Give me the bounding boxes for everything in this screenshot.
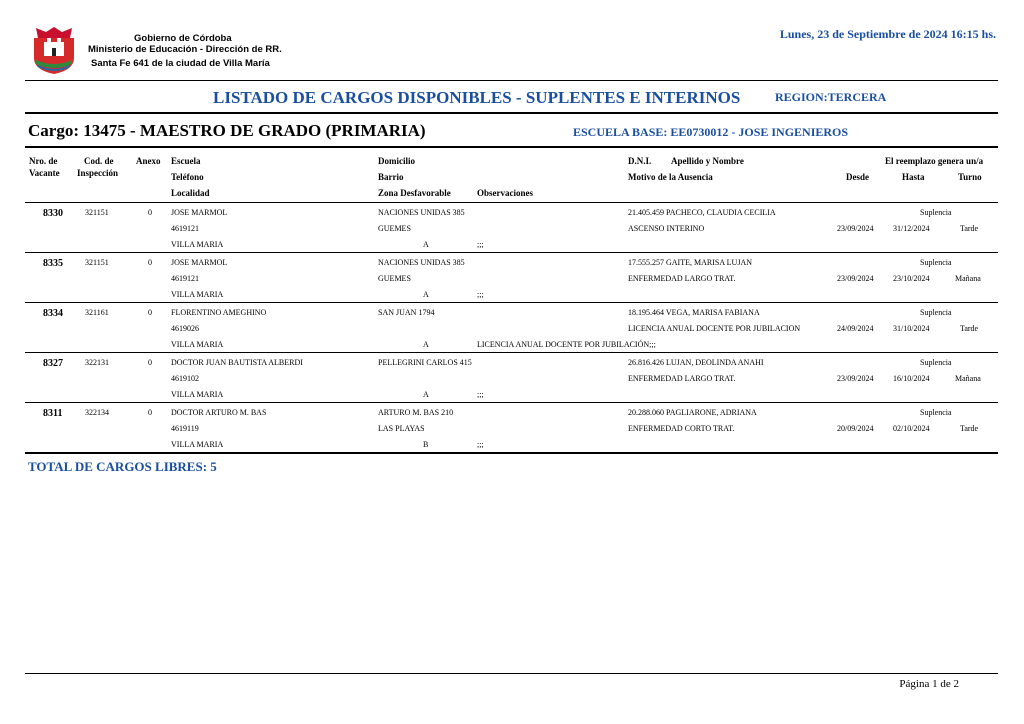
observaciones: ;;; (477, 390, 484, 399)
header-divider (25, 80, 998, 81)
motivo: ENFERMEDAD LARGO TRAT. (628, 374, 736, 383)
tipo-reemplazo: Suplencia (920, 258, 952, 267)
dni-nombre: 18.195.464 VEGA, MARISA FABIANA (628, 308, 760, 317)
col-cod-insp-2: Inspección (77, 168, 119, 178)
vacante-number: 8330 (43, 208, 63, 219)
page-number: Página 1 de 2 (899, 678, 959, 690)
cod-inspeccion: 322131 (85, 358, 109, 367)
turno: Tarde (960, 224, 979, 233)
escuela: JOSE MARMOL (171, 258, 228, 267)
hasta: 31/10/2024 (893, 324, 930, 333)
hasta: 16/10/2024 (893, 374, 930, 383)
dni-nombre: 20.288.060 PAGLIARONE, ADRIANA (628, 408, 757, 417)
anexo: 0 (148, 308, 152, 317)
row-divider (25, 402, 998, 403)
escuela: FLORENTINO AMEGHINO (171, 308, 267, 317)
motivo: ENFERMEDAD LARGO TRAT. (628, 274, 736, 283)
table-header-divider (25, 202, 998, 203)
desde: 23/09/2024 (837, 274, 874, 283)
report-date: Lunes, 23 de Septiembre de 2024 16:15 hs. (779, 27, 996, 41)
escuela: DOCTOR ARTURO M. BAS (171, 408, 267, 417)
anexo: 0 (148, 208, 152, 217)
anexo: 0 (148, 358, 152, 367)
escuela: JOSE MARMOL (171, 208, 228, 217)
desde: 24/09/2024 (837, 324, 874, 333)
vacante-number: 8335 (43, 258, 63, 269)
report-title: LISTADO DE CARGOS DISPONIBLES - SUPLENTES E INTERINOS (213, 88, 741, 107)
dni-nombre: 21.405.459 PACHECO, CLAUDIA CECILIA (628, 208, 776, 217)
escuela-base: ESCUELA BASE: EE0730012 - JOSE INGENIEROS (573, 125, 849, 139)
cargo-divider (25, 146, 998, 148)
telefono: 4619026 (171, 324, 199, 333)
telefono: 4619102 (171, 374, 199, 383)
localidad: VILLA MARIA (171, 340, 224, 349)
col-desde: Desde (846, 172, 869, 182)
motivo: ENFERMEDAD CORTO TRAT. (628, 424, 735, 433)
title-divider (25, 112, 998, 114)
col-turno: Turno (958, 172, 982, 182)
turno: Tarde (960, 324, 979, 333)
dni-nombre: 26.816.426 LUJAN, DEOLINDA ANAHI (628, 358, 764, 367)
tipo-reemplazo: Suplencia (920, 408, 952, 417)
col-motivo: Motivo de la Ausencia (628, 172, 713, 182)
turno: Tarde (960, 424, 979, 433)
dni-nombre: 17.555.257 GAITE, MARISA LUJAN (628, 258, 752, 267)
col-telefono: Teléfono (171, 172, 204, 182)
col-dni: D.N.I. (628, 156, 652, 166)
cod-inspeccion: 321151 (85, 208, 109, 217)
telefono: 4619119 (171, 424, 199, 433)
org-address: Santa Fe 641 de la ciudad de Villa María (91, 58, 270, 69)
vacante-number: 8327 (43, 358, 63, 369)
localidad: VILLA MARIA (171, 390, 224, 399)
turno: Mañana (955, 374, 981, 383)
col-escuela: Escuela (171, 156, 201, 166)
vacante-number: 8334 (43, 308, 63, 319)
zona: A (423, 240, 429, 249)
observaciones: ;;; (477, 290, 484, 299)
col-apellido: Apellido y Nombre (671, 156, 744, 166)
localidad: VILLA MARIA (171, 240, 224, 249)
barrio: LAS PLAYAS (378, 424, 425, 433)
col-localidad: Localidad (171, 188, 210, 198)
tipo-reemplazo: Suplencia (920, 358, 952, 367)
col-hasta: Hasta (902, 172, 925, 182)
localidad: VILLA MARIA (171, 440, 224, 449)
localidad: VILLA MARIA (171, 290, 224, 299)
cod-inspeccion: 322134 (85, 408, 109, 417)
escuela: DOCTOR JUAN BAUTISTA ALBERDI (171, 358, 303, 367)
observaciones: ;;; (477, 440, 484, 449)
org-department: Ministerio de Educación - Dirección de RR. (88, 44, 282, 55)
domicilio: SAN JUAN 1794 (378, 308, 435, 317)
cod-inspeccion: 321151 (85, 258, 109, 267)
cordoba-coat-of-arms-icon (28, 24, 80, 76)
domicilio: PELLEGRINI CARLOS 415 (378, 358, 472, 367)
tipo-reemplazo: Suplencia (920, 208, 952, 217)
anexo: 0 (148, 408, 152, 417)
desde: 20/09/2024 (837, 424, 874, 433)
cargo-title: Cargo: 13475 - MAESTRO DE GRADO (PRIMARIA) (28, 121, 426, 140)
domicilio: ARTURO M. BAS 210 (378, 408, 454, 417)
table-bottom-divider (25, 452, 998, 454)
row-divider (25, 252, 998, 253)
motivo: ASCENSO INTERINO (628, 224, 705, 233)
barrio: GUEMES (378, 224, 411, 233)
motivo: LICENCIA ANUAL DOCENTE POR JUBILACION (628, 324, 801, 333)
telefono: 4619121 (171, 224, 199, 233)
domicilio: NACIONES UNIDAS 385 (378, 258, 465, 267)
barrio: GUEMES (378, 274, 411, 283)
region-label: REGION:TERCERA (775, 90, 887, 104)
hasta: 02/10/2024 (893, 424, 930, 433)
tipo-reemplazo: Suplencia (920, 308, 952, 317)
desde: 23/09/2024 (837, 374, 874, 383)
cod-inspeccion: 321161 (85, 308, 109, 317)
col-anexo: Anexo (136, 156, 161, 166)
zona: A (423, 390, 429, 399)
zona: B (423, 440, 429, 449)
org-name: Gobierno de Córdoba (134, 33, 232, 44)
row-divider (25, 352, 998, 353)
col-zona: Zona Desfavorable (378, 188, 451, 198)
zona: A (423, 340, 429, 349)
hasta: 31/12/2024 (893, 224, 930, 233)
vacante-number: 8311 (43, 408, 63, 419)
desde: 23/09/2024 (837, 224, 874, 233)
col-nro-vacante-1: Nro. de (29, 156, 58, 166)
anexo: 0 (148, 258, 152, 267)
col-observaciones: Observaciones (477, 188, 533, 198)
col-barrio: Barrio (378, 172, 404, 182)
col-nro-vacante-2: Vacante (29, 168, 60, 178)
zona: A (423, 290, 429, 299)
col-reemplazo: El reemplazo genera un/a (885, 156, 984, 166)
domicilio: NACIONES UNIDAS 385 (378, 208, 465, 217)
turno: Mañana (955, 274, 981, 283)
footer-divider (25, 673, 998, 674)
hasta: 23/10/2024 (893, 274, 930, 283)
telefono: 4619121 (171, 274, 199, 283)
observaciones: ;;; (477, 240, 484, 249)
observaciones: LICENCIA ANUAL DOCENTE POR JUBILACIÓN;;; (477, 340, 656, 349)
col-cod-insp-1: Cod. de (84, 156, 114, 166)
total-cargos-libres: TOTAL DE CARGOS LIBRES: 5 (28, 459, 217, 474)
row-divider (25, 302, 998, 303)
col-domicilio: Domicilio (378, 156, 415, 166)
